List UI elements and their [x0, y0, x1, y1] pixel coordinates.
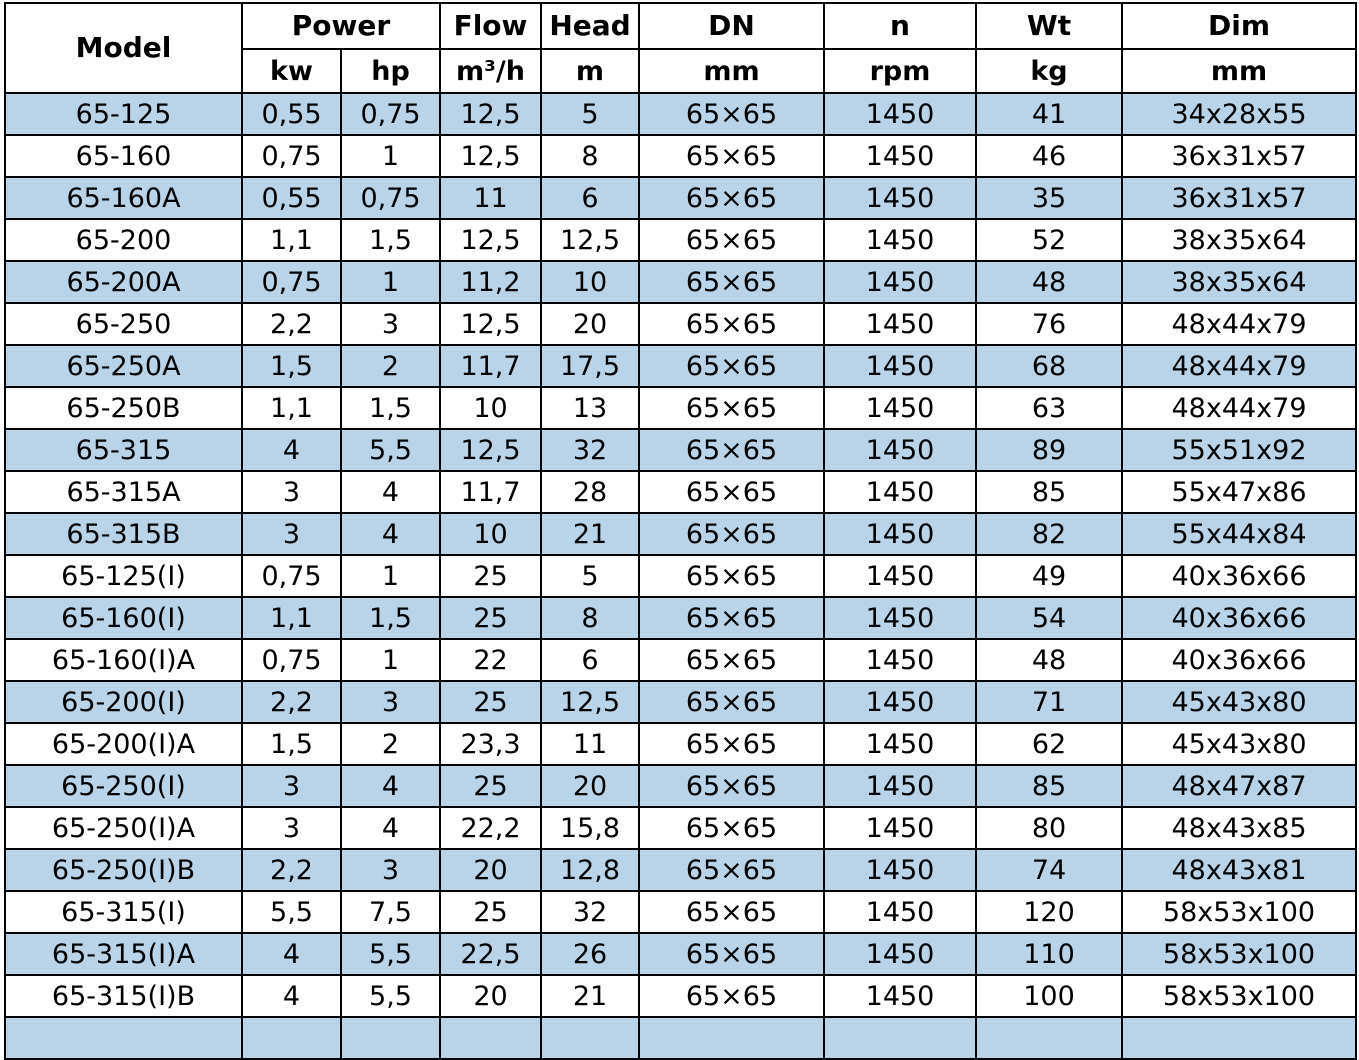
cell-n: 1450 — [824, 723, 976, 765]
unit-header-kw: kw — [242, 49, 341, 93]
cell-dim: 45x43x80 — [1122, 723, 1356, 765]
cell-dim: 48x44x79 — [1122, 345, 1356, 387]
cell-kw: 2,2 — [242, 849, 341, 891]
cell-kw: 4 — [242, 429, 341, 471]
cell-dim: 36x31x57 — [1122, 135, 1356, 177]
cell-flow: 25 — [440, 765, 541, 807]
cell-head: 21 — [541, 975, 639, 1017]
cell-flow: 12,5 — [440, 135, 541, 177]
cell-head: 8 — [541, 597, 639, 639]
table-body — [5, 93, 1356, 1059]
cell-head: 17,5 — [541, 345, 639, 387]
table-row — [5, 597, 1356, 639]
unit-header-hp: hp — [341, 49, 440, 93]
cell-dim: 38x35x64 — [1122, 261, 1356, 303]
cell-n: 1450 — [824, 765, 976, 807]
cell-head: 10 — [541, 261, 639, 303]
cell-dn — [639, 1017, 824, 1059]
cell-hp: 5,5 — [341, 933, 440, 975]
cell-model: 65-160A — [5, 177, 242, 219]
cell-head: 11 — [541, 723, 639, 765]
cell-hp: 5,5 — [341, 429, 440, 471]
cell-dim: 40x36x66 — [1122, 555, 1356, 597]
cell-flow: 22,2 — [440, 807, 541, 849]
cell-wt: 41 — [976, 93, 1122, 135]
cell-n: 1450 — [824, 555, 976, 597]
cell-flow: 12,5 — [440, 303, 541, 345]
cell-flow: 11,2 — [440, 261, 541, 303]
spec-table-page — [0, 2, 1359, 1012]
unit-header-n: rpm — [824, 49, 976, 93]
cell-wt: 63 — [976, 387, 1122, 429]
cell-flow: 25 — [440, 555, 541, 597]
cell-hp: 0,75 — [341, 93, 440, 135]
table-row — [5, 723, 1356, 765]
cell-wt — [976, 1017, 1122, 1059]
cell-head: 6 — [541, 177, 639, 219]
cell-wt: 89 — [976, 429, 1122, 471]
cell-wt: 82 — [976, 513, 1122, 555]
cell-head: 20 — [541, 303, 639, 345]
cell-n — [824, 1017, 976, 1059]
table-row — [5, 933, 1356, 975]
cell-kw: 3 — [242, 513, 341, 555]
cell-dim: 48x43x85 — [1122, 807, 1356, 849]
cell-kw: 1,1 — [242, 219, 341, 261]
column-header-dn: DN — [639, 3, 824, 49]
cell-dn: 65×65 — [639, 93, 824, 135]
cell-n: 1450 — [824, 261, 976, 303]
cell-n: 1450 — [824, 429, 976, 471]
cell-dim: 38x35x64 — [1122, 219, 1356, 261]
cell-kw: 0,55 — [242, 93, 341, 135]
cell-head: 13 — [541, 387, 639, 429]
cell-dn: 65×65 — [639, 891, 824, 933]
cell-flow: 11,7 — [440, 471, 541, 513]
cell-dn: 65×65 — [639, 681, 824, 723]
cell-flow: 20 — [440, 849, 541, 891]
cell-dim: 58x53x100 — [1122, 933, 1356, 975]
cell-dn: 65×65 — [639, 471, 824, 513]
cell-dim: 55x47x86 — [1122, 471, 1356, 513]
cell-wt: 46 — [976, 135, 1122, 177]
cell-hp: 3 — [341, 303, 440, 345]
cell-model: 65-315(I)A — [5, 933, 242, 975]
cell-n: 1450 — [824, 891, 976, 933]
cell-flow: 11,7 — [440, 345, 541, 387]
cell-head: 12,5 — [541, 219, 639, 261]
cell-model: 65-315(I)B — [5, 975, 242, 1017]
cell-wt: 62 — [976, 723, 1122, 765]
cell-n: 1450 — [824, 135, 976, 177]
table-row — [5, 513, 1356, 555]
table-row — [5, 345, 1356, 387]
cell-wt: 120 — [976, 891, 1122, 933]
cell-model: 65-250B — [5, 387, 242, 429]
cell-flow: 25 — [440, 681, 541, 723]
cell-dn: 65×65 — [639, 387, 824, 429]
table-row — [5, 681, 1356, 723]
cell-kw: 2,2 — [242, 681, 341, 723]
cell-kw: 1,5 — [242, 723, 341, 765]
column-header-power: Power — [242, 3, 440, 49]
cell-dn: 65×65 — [639, 639, 824, 681]
cell-hp: 1 — [341, 261, 440, 303]
cell-model: 65-160(I)A — [5, 639, 242, 681]
cell-model — [5, 1017, 242, 1059]
cell-model: 65-125 — [5, 93, 242, 135]
cell-hp: 1 — [341, 639, 440, 681]
cell-n: 1450 — [824, 975, 976, 1017]
cell-model: 65-200(I) — [5, 681, 242, 723]
cell-dim: 34x28x55 — [1122, 93, 1356, 135]
cell-kw: 0,75 — [242, 555, 341, 597]
cell-dn: 65×65 — [639, 345, 824, 387]
cell-flow: 10 — [440, 387, 541, 429]
cell-hp: 4 — [341, 807, 440, 849]
cell-head: 15,8 — [541, 807, 639, 849]
cell-wt: 54 — [976, 597, 1122, 639]
table-row — [5, 471, 1356, 513]
cell-wt: 74 — [976, 849, 1122, 891]
cell-flow: 12,5 — [440, 429, 541, 471]
cell-hp: 1 — [341, 135, 440, 177]
cell-model: 65-315(I) — [5, 891, 242, 933]
cell-model: 65-160 — [5, 135, 242, 177]
cell-flow: 10 — [440, 513, 541, 555]
cell-head: 8 — [541, 135, 639, 177]
cell-dim: 48x44x79 — [1122, 303, 1356, 345]
column-header-dim: Dim — [1122, 3, 1356, 49]
cell-dim: 48x43x81 — [1122, 849, 1356, 891]
cell-kw: 4 — [242, 933, 341, 975]
cell-flow: 20 — [440, 975, 541, 1017]
cell-model: 65-200(I)A — [5, 723, 242, 765]
cell-dim: 58x53x100 — [1122, 891, 1356, 933]
cell-dn: 65×65 — [639, 513, 824, 555]
cell-dim: 48x44x79 — [1122, 387, 1356, 429]
cell-wt: 52 — [976, 219, 1122, 261]
cell-kw: 0,75 — [242, 135, 341, 177]
cell-wt: 49 — [976, 555, 1122, 597]
cell-flow: 22,5 — [440, 933, 541, 975]
table-row — [5, 135, 1356, 177]
cell-dn: 65×65 — [639, 177, 824, 219]
cell-n: 1450 — [824, 345, 976, 387]
table-row — [5, 891, 1356, 933]
cell-head: 32 — [541, 891, 639, 933]
cell-n: 1450 — [824, 639, 976, 681]
cell-dn: 65×65 — [639, 555, 824, 597]
cell-flow: 12,5 — [440, 93, 541, 135]
unit-header-head: m — [541, 49, 639, 93]
cell-kw: 2,2 — [242, 303, 341, 345]
table-row — [5, 429, 1356, 471]
cell-dn: 65×65 — [639, 723, 824, 765]
cell-kw: 3 — [242, 765, 341, 807]
cell-model: 65-200A — [5, 261, 242, 303]
cell-dim: 55x44x84 — [1122, 513, 1356, 555]
cell-flow: 25 — [440, 891, 541, 933]
cell-flow: 25 — [440, 597, 541, 639]
table-row — [5, 387, 1356, 429]
cell-model: 65-160(I) — [5, 597, 242, 639]
cell-wt: 35 — [976, 177, 1122, 219]
cell-model: 65-250 — [5, 303, 242, 345]
cell-head — [541, 1017, 639, 1059]
cell-dim: 55x51x92 — [1122, 429, 1356, 471]
cell-dim: 40x36x66 — [1122, 639, 1356, 681]
cell-wt: 48 — [976, 261, 1122, 303]
table-row — [5, 975, 1356, 1017]
table-row — [5, 639, 1356, 681]
cell-head: 21 — [541, 513, 639, 555]
cell-head: 12,8 — [541, 849, 639, 891]
cell-hp: 5,5 — [341, 975, 440, 1017]
cell-wt: 85 — [976, 471, 1122, 513]
unit-header-dim: mm — [1122, 49, 1356, 93]
cell-hp: 1,5 — [341, 387, 440, 429]
cell-kw: 3 — [242, 807, 341, 849]
cell-model: 65-200 — [5, 219, 242, 261]
cell-hp: 4 — [341, 471, 440, 513]
cell-head: 5 — [541, 555, 639, 597]
cell-n: 1450 — [824, 387, 976, 429]
cell-kw — [242, 1017, 341, 1059]
cell-hp: 1,5 — [341, 219, 440, 261]
table-row — [5, 849, 1356, 891]
cell-dim: 58x53x100 — [1122, 975, 1356, 1017]
cell-dn: 65×65 — [639, 807, 824, 849]
cell-n: 1450 — [824, 933, 976, 975]
table-row — [5, 93, 1356, 135]
cell-n: 1450 — [824, 177, 976, 219]
cell-model: 65-315B — [5, 513, 242, 555]
cell-kw: 1,1 — [242, 597, 341, 639]
unit-header-flow: m³/h — [440, 49, 541, 93]
cell-model: 65-250A — [5, 345, 242, 387]
table-row — [5, 765, 1356, 807]
cell-hp: 2 — [341, 345, 440, 387]
cell-kw: 5,5 — [242, 891, 341, 933]
cell-kw: 0,75 — [242, 261, 341, 303]
cell-kw: 0,55 — [242, 177, 341, 219]
cell-n: 1450 — [824, 513, 976, 555]
cell-head: 26 — [541, 933, 639, 975]
unit-header-dn: mm — [639, 49, 824, 93]
cell-n: 1450 — [824, 849, 976, 891]
cell-head: 32 — [541, 429, 639, 471]
cell-kw: 1,1 — [242, 387, 341, 429]
cell-kw: 1,5 — [242, 345, 341, 387]
cell-hp: 0,75 — [341, 177, 440, 219]
cell-wt: 110 — [976, 933, 1122, 975]
cell-dn: 65×65 — [639, 933, 824, 975]
cell-flow: 23,3 — [440, 723, 541, 765]
table-header — [5, 3, 1356, 93]
cell-kw: 3 — [242, 471, 341, 513]
cell-wt: 76 — [976, 303, 1122, 345]
cell-head: 20 — [541, 765, 639, 807]
cell-dim — [1122, 1017, 1356, 1059]
cell-flow: 22 — [440, 639, 541, 681]
table-row — [5, 261, 1356, 303]
cell-hp: 4 — [341, 513, 440, 555]
cell-dim: 40x36x66 — [1122, 597, 1356, 639]
cell-dn: 65×65 — [639, 303, 824, 345]
table-row — [5, 807, 1356, 849]
cell-n: 1450 — [824, 471, 976, 513]
cell-n: 1450 — [824, 303, 976, 345]
cell-dim: 45x43x80 — [1122, 681, 1356, 723]
unit-header-wt: kg — [976, 49, 1122, 93]
cell-n: 1450 — [824, 681, 976, 723]
cell-model: 65-315 — [5, 429, 242, 471]
cell-dn: 65×65 — [639, 975, 824, 1017]
cell-n: 1450 — [824, 93, 976, 135]
column-header-model: Model — [5, 3, 242, 93]
cell-hp: 2 — [341, 723, 440, 765]
cell-kw: 4 — [242, 975, 341, 1017]
table-row — [5, 555, 1356, 597]
table-row — [5, 1017, 1356, 1059]
column-header-n: n — [824, 3, 976, 49]
column-header-head: Head — [541, 3, 639, 49]
cell-dn: 65×65 — [639, 765, 824, 807]
cell-hp: 7,5 — [341, 891, 440, 933]
table-row — [5, 303, 1356, 345]
cell-model: 65-125(I) — [5, 555, 242, 597]
cell-wt: 100 — [976, 975, 1122, 1017]
pump-specification-table — [4, 2, 1357, 1060]
cell-wt: 80 — [976, 807, 1122, 849]
cell-flow: 11 — [440, 177, 541, 219]
cell-head: 6 — [541, 639, 639, 681]
cell-wt: 71 — [976, 681, 1122, 723]
cell-dn: 65×65 — [639, 261, 824, 303]
cell-hp — [341, 1017, 440, 1059]
column-header-wt: Wt — [976, 3, 1122, 49]
table-row — [5, 219, 1356, 261]
cell-wt: 85 — [976, 765, 1122, 807]
cell-model: 65-250(I)A — [5, 807, 242, 849]
cell-hp: 1 — [341, 555, 440, 597]
cell-n: 1450 — [824, 597, 976, 639]
cell-kw: 0,75 — [242, 639, 341, 681]
cell-hp: 3 — [341, 849, 440, 891]
cell-head: 12,5 — [541, 681, 639, 723]
cell-dn: 65×65 — [639, 219, 824, 261]
cell-n: 1450 — [824, 219, 976, 261]
cell-dn: 65×65 — [639, 597, 824, 639]
cell-wt: 48 — [976, 639, 1122, 681]
cell-dim: 48x47x87 — [1122, 765, 1356, 807]
cell-dn: 65×65 — [639, 849, 824, 891]
cell-flow: 12,5 — [440, 219, 541, 261]
cell-hp: 4 — [341, 765, 440, 807]
cell-model: 65-250(I)B — [5, 849, 242, 891]
cell-head: 28 — [541, 471, 639, 513]
table-row — [5, 177, 1356, 219]
cell-dn: 65×65 — [639, 135, 824, 177]
cell-n: 1450 — [824, 807, 976, 849]
cell-dn: 65×65 — [639, 429, 824, 471]
cell-hp: 3 — [341, 681, 440, 723]
cell-dim: 36x31x57 — [1122, 177, 1356, 219]
cell-model: 65-315A — [5, 471, 242, 513]
cell-model: 65-250(I) — [5, 765, 242, 807]
cell-flow — [440, 1017, 541, 1059]
cell-wt: 68 — [976, 345, 1122, 387]
column-header-flow: Flow — [440, 3, 541, 49]
cell-head: 5 — [541, 93, 639, 135]
cell-hp: 1,5 — [341, 597, 440, 639]
